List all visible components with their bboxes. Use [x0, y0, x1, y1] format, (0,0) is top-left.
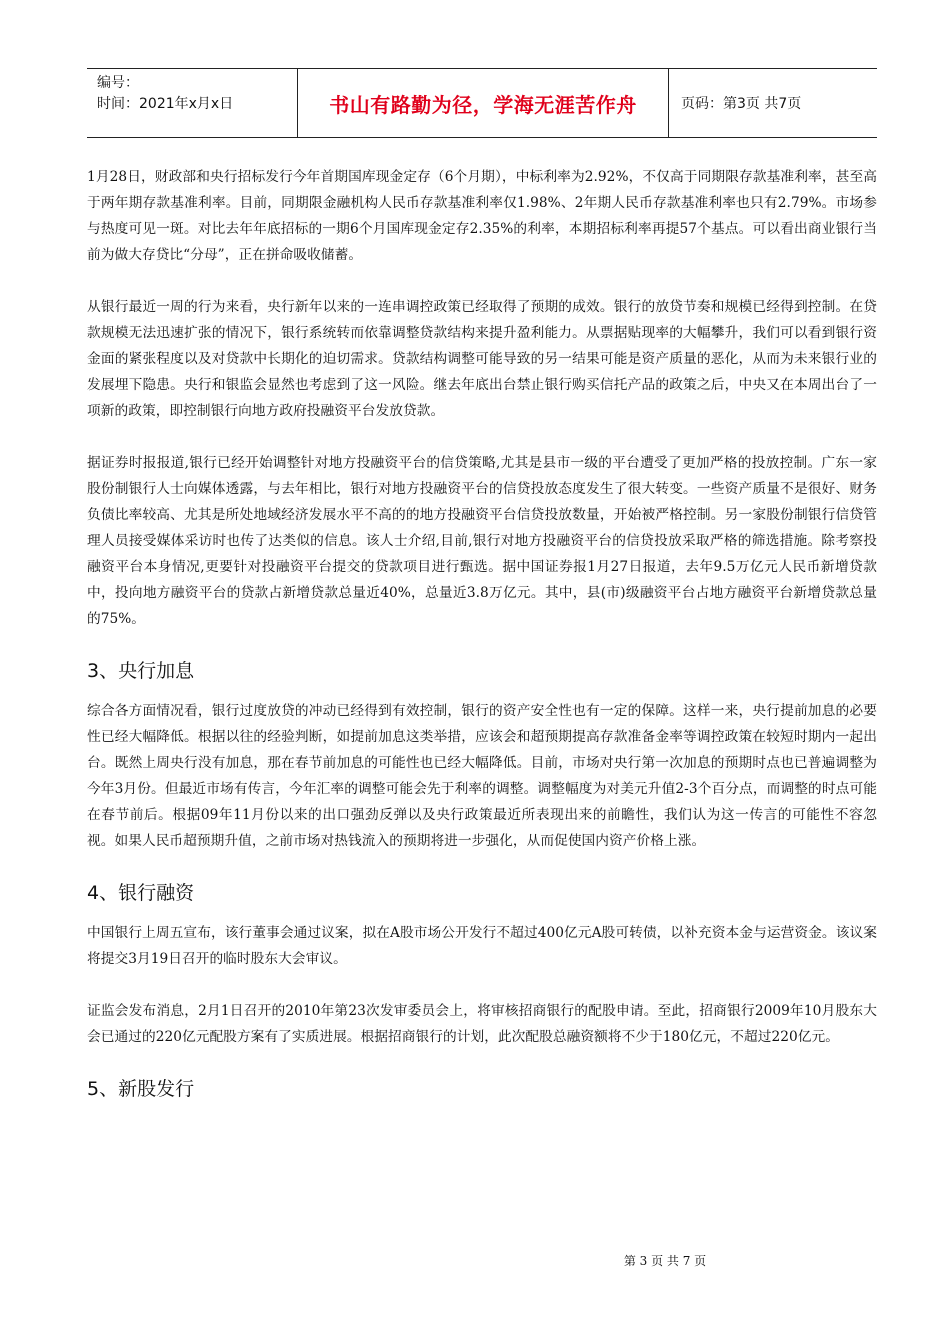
header-meta [87, 69, 298, 137]
header-page-info: 页码：第3页 共7页 [681, 96, 802, 112]
paragraph-boc-convertible: 中国银行上周五宣布，该行董事会通过议案，拟在A股市场公开发行不超过400亿元A股可转债，以补充资本金与运营资金。该议案将提交3月19日召开的临时股东大会审议。 [87, 925, 877, 967]
paragraph-rate-hike: 综合各方面情况看，银行过度放贷的冲动已经得到有效控制，银行的资产安全性也有一定的保障。这样一来，央行提前加息的必要性已经大幅降低。根据以往的经验判断，如提前加息这类举措，应该会和超预期提高存款准备金率等调控政策在较短时期内一起出台。既然上周央行没有加息，那在春节前加息的可能性也已经大幅降低。目前，市场对央行第一次加息的预期时点也已普遍调整为今年3月份。但最近市场有传言，今年汇率的调整可能会先于利率的调整。调整幅度为对美元升值2-3个百分点，而调整的时点可能在春节前后。根据09年11月份以来的出口强劲反弹以及央行政策最近所表现出来的前瞻性，我们认为这一传言的可能性不容忽视。如果人民币超预期升值，之前市场对热钱流入的预期将进一步强化，从而促使国内资产价格上涨。 [87, 703, 877, 849]
paragraph-deposit-rate: 1月28日，财政部和央行招标发行今年首期国库现金定存（6个月期），中标利率为2.92%，不仅高于同期限存款基准利率，甚至高于两年期存款基准利率。目前，同期限金融机构人民币存款基准利率仅1.98%、2年期人民币存款基准利率也只有2.79%。市场参与热度可见一斑。对比去年年底招标的一期6个月国库现金定存2.35%的利率，本期招标利率再提57个基点。可以看出商业银行当前为做大存贷比“分母”，正在拼命吸收储蓄。 [87, 169, 877, 263]
paragraph-bank-behavior: 从银行最近一周的行为来看，央行新年以来的一连串调控政策已经取得了预期的成效。银行的放贷节奏和规模已经得到控制。在贷款规模无法迅速扩张的情况下，银行系统转而依靠调整贷款结构来提升盈利能力。从票据贴现率的大幅攀升，我们可以看到银行资金面的紧张程度以及对贷款中长期化的迫切需求。贷款结构调整可能导致的另一结果可能是资产质量的恶化，从而为未来银行业的发展埋下隐患。央行和银监会显然也考虑到了这一风险。继去年底出台禁止银行购买信托产品的政策之后，中央又在本周出台了一项新的政策，即控制银行向地方政府投融资平台发放贷款。 [87, 299, 877, 419]
number-label: 编号： [97, 75, 139, 91]
page-header [87, 68, 877, 138]
header-motto: 书山有路勤为径，学海无涯苦作舟 [298, 69, 669, 137]
page-footer: 第 3 页 共 7 页 [623, 1254, 707, 1268]
document-body [87, 164, 877, 1116]
heading-bank-financing: 4、银行融资 [87, 882, 195, 904]
time-label: 时间：2021年x月x日 [97, 96, 234, 112]
heading-rate-hike: 3、央行加息 [87, 660, 195, 682]
paragraph-local-financing: 据证券时报报道,银行已经开始调整针对地方投融资平台的信贷策略,尤其是县市一级的平台遭受了更加严格的投放控制。广东一家股份制银行人士向媒体透露，与去年相比，银行对地方投融资平台的信贷投放态度发生了很大转变。一些资产质量不是很好、财务负债比率较高、尤其是所处地域经济发展水平不高的的地方投融资平台信贷投放数量，开始被严格控制。另一家股份制银行信贷管理人员接受媒体采访时也传了达类似的信息。该人士介绍,目前,银行对地方投融资平台的信贷投放采取严格的筛选措施。除考察投融资平台本身情况,更要针对投融资平台提交的贷款项目进行甄选。据中国证券报1月27日报道，去年9.5万亿元人民币新增贷款中，投向地方融资平台的贷款占新增贷款总量近40%，总量近3.8万亿元。其中，县(市)级融资平台占地方融资平台新增贷款总量的75%。 [87, 455, 877, 627]
heading-ipo: 5、新股发行 [87, 1078, 195, 1100]
paragraph-cmb-rights-issue: 证监会发布消息，2月1日召开的2010年第23次发审委员会上，将审核招商银行的配股申请。至此，招商银行2009年10月股东大会已通过的220亿元配股方案有了实质进展。根据招商银行的计划，此次配股总融资额将不少于180亿元，不超过220亿元。 [87, 1003, 877, 1045]
